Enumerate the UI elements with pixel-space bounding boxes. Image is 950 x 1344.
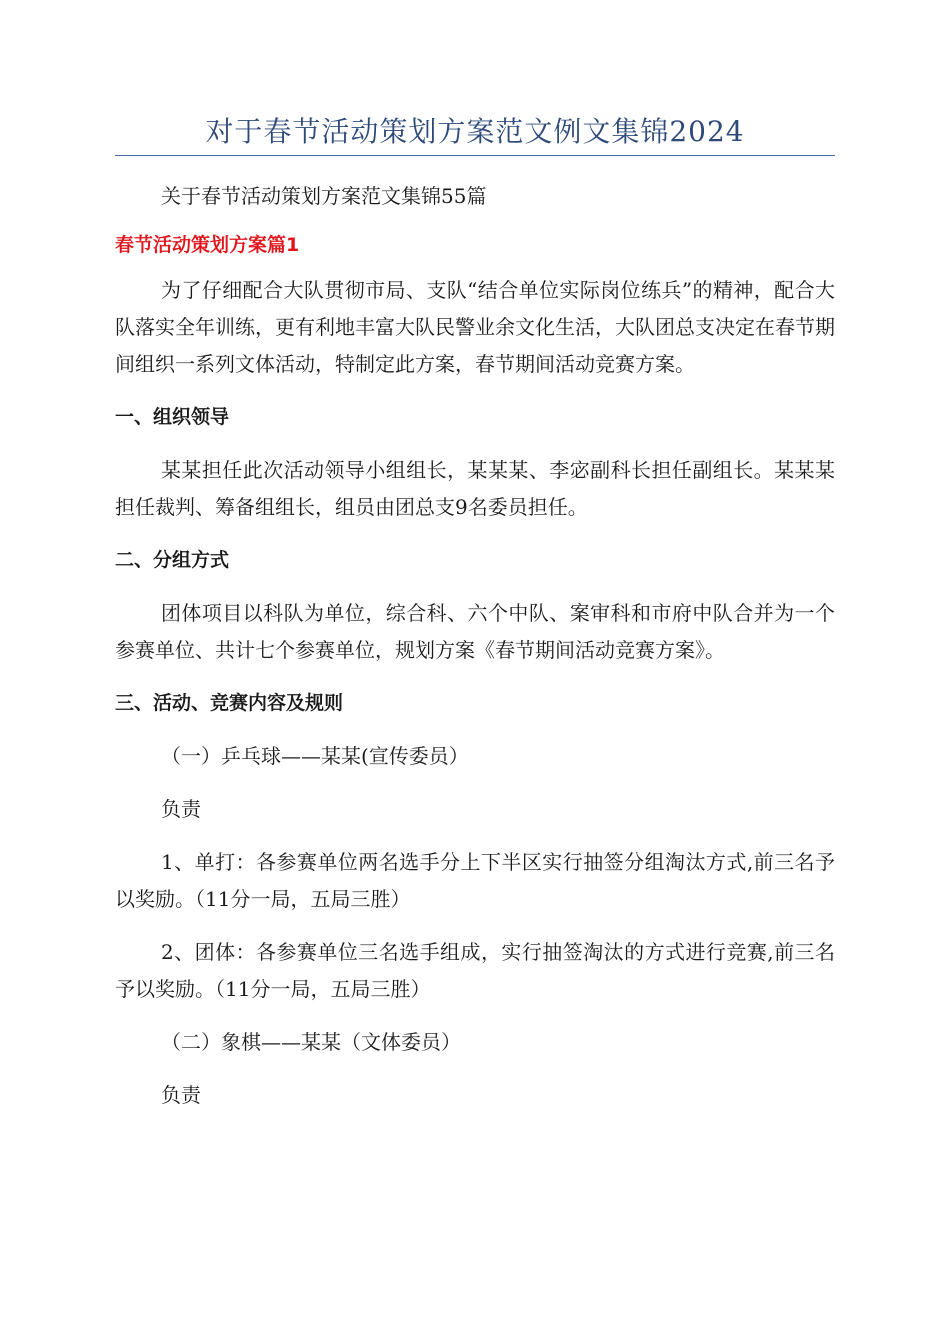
item-chess: （二）象棋——某某（文体委员） xyxy=(161,1030,461,1054)
subtitle: 关于春节活动策划方案范文集锦55篇 xyxy=(161,184,487,208)
heading-activities: 三、活动、竞赛内容及规则 xyxy=(115,692,344,714)
document-title: 对于春节活动策划方案范文例文集锦2024 xyxy=(205,115,745,148)
item-table-tennis-responsible: 负责 xyxy=(161,797,201,821)
title-underline xyxy=(115,155,835,156)
organization-paragraph: 某某担任此次活动领导小组组长，某某某、李宓副科长担任副组长。某某某担任裁判、筹备组组长，组员由团总支9名委员担任。 xyxy=(115,458,835,519)
rule-team: 2、团体：各参赛单位三名选手组成，实行抽签淘汰的方式进行竞赛,前三名予以奖励。（11分一局，五局三胜） xyxy=(115,940,835,1001)
item-table-tennis: （一）乒乓球——某某(宣传委员） xyxy=(161,744,469,768)
heading-organization: 一、组织领导 xyxy=(115,406,230,428)
grouping-paragraph: 团体项目以科队为单位，综合科、六个中队、案审科和市府中队合并为一个参赛单位、共计七个参赛单位，规划方案《春节期间活动竞赛方案》。 xyxy=(115,601,835,662)
document-body xyxy=(115,178,835,1114)
rule-singles: 1、单打：各参赛单位两名选手分上下半区实行抽签分组淘汰方式,前三名予以奖励。（11分一局，五局三胜） xyxy=(115,850,835,911)
item-chess-responsible: 负责 xyxy=(161,1083,201,1107)
intro-paragraph: 为了仔细配合大队贯彻市局、支队“结合单位实际岗位练兵”的精神，配合大队落实全年训练，更有利地丰富大队民警业余文化生活，大队团总支决定在春节期间组织一系列文体活动，特制定此方案，春节期间活动竞赛方案。 xyxy=(115,278,835,376)
section-title: 春节活动策划方案篇1 xyxy=(115,234,300,256)
heading-grouping: 二、分组方式 xyxy=(115,549,230,571)
